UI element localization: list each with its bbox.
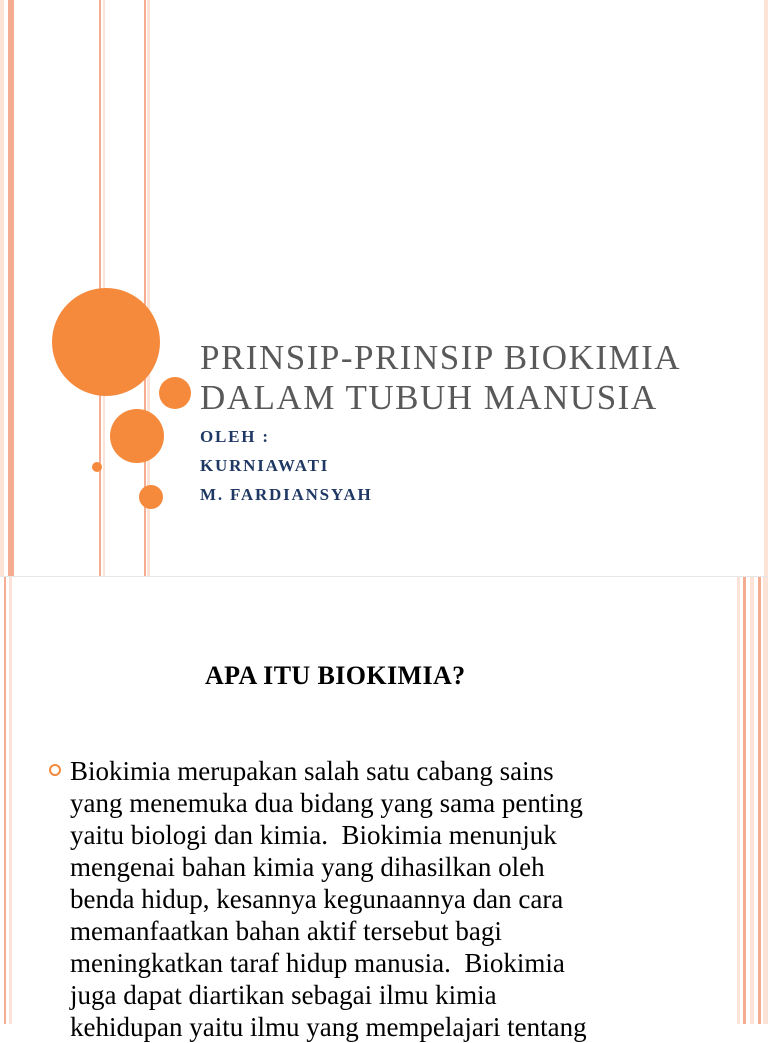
paragraph-line: memanfaatkan bahan aktif tersebut bagi bbox=[70, 916, 502, 946]
decorative-stripe bbox=[750, 577, 754, 1024]
small-circle-icon bbox=[139, 485, 163, 509]
decorative-stripe bbox=[763, 577, 768, 1024]
tiny-circle-icon bbox=[92, 462, 102, 472]
slide-heading: APA ITU BIOKIMIA? bbox=[205, 661, 466, 690]
decorative-stripe bbox=[743, 577, 746, 1024]
authors-label: OLEH : bbox=[200, 427, 270, 446]
paragraph-line: juga dapat diartikan sebagai ilmu kimia bbox=[70, 980, 497, 1010]
decorative-stripe bbox=[0, 0, 4, 576]
medium-circle-icon bbox=[159, 377, 191, 409]
bullet-icon bbox=[49, 764, 61, 776]
decorative-stripe bbox=[758, 577, 761, 1024]
bullet-paragraph bbox=[70, 755, 730, 1043]
decorative-stripe bbox=[9, 577, 12, 1024]
large-circle-icon bbox=[52, 288, 160, 396]
paragraph-line: yaitu biologi dan kimia. Biokimia menunjuk bbox=[70, 820, 557, 850]
paragraph-line: mengenai bahan kimia yang dihasilkan oleh bbox=[70, 852, 545, 882]
content-slide bbox=[0, 576, 768, 1042]
paragraph-line: Biokimia merupakan salah satu cabang sains bbox=[70, 756, 554, 786]
paragraph-line: kehidupan yaitu ilmu yang mempelajari tentang bbox=[70, 1012, 587, 1042]
paragraph-line: meningkatkan taraf hidup manusia. Biokimia bbox=[70, 948, 565, 978]
decorative-stripe bbox=[4, 577, 6, 1024]
paragraph-line: yang menemuka dua bidang yang sama penting bbox=[70, 788, 583, 818]
medium-circle-icon bbox=[110, 409, 164, 463]
paragraph-line: benda hidup, kesannya kegunaannya dan cara bbox=[70, 884, 564, 914]
author-name: KURNIAWATI bbox=[200, 456, 330, 475]
slide-title-line-1: PRINSIP-PRINSIP BIOKIMIA bbox=[200, 338, 682, 377]
decorative-stripe bbox=[737, 577, 740, 1024]
decorative-stripe bbox=[8, 0, 14, 576]
decorative-stripe bbox=[764, 0, 768, 576]
slide-title-line-2: DALAM TUBUH MANUSIA bbox=[200, 378, 658, 417]
author-name: M. FARDIANSYAH bbox=[200, 485, 373, 504]
